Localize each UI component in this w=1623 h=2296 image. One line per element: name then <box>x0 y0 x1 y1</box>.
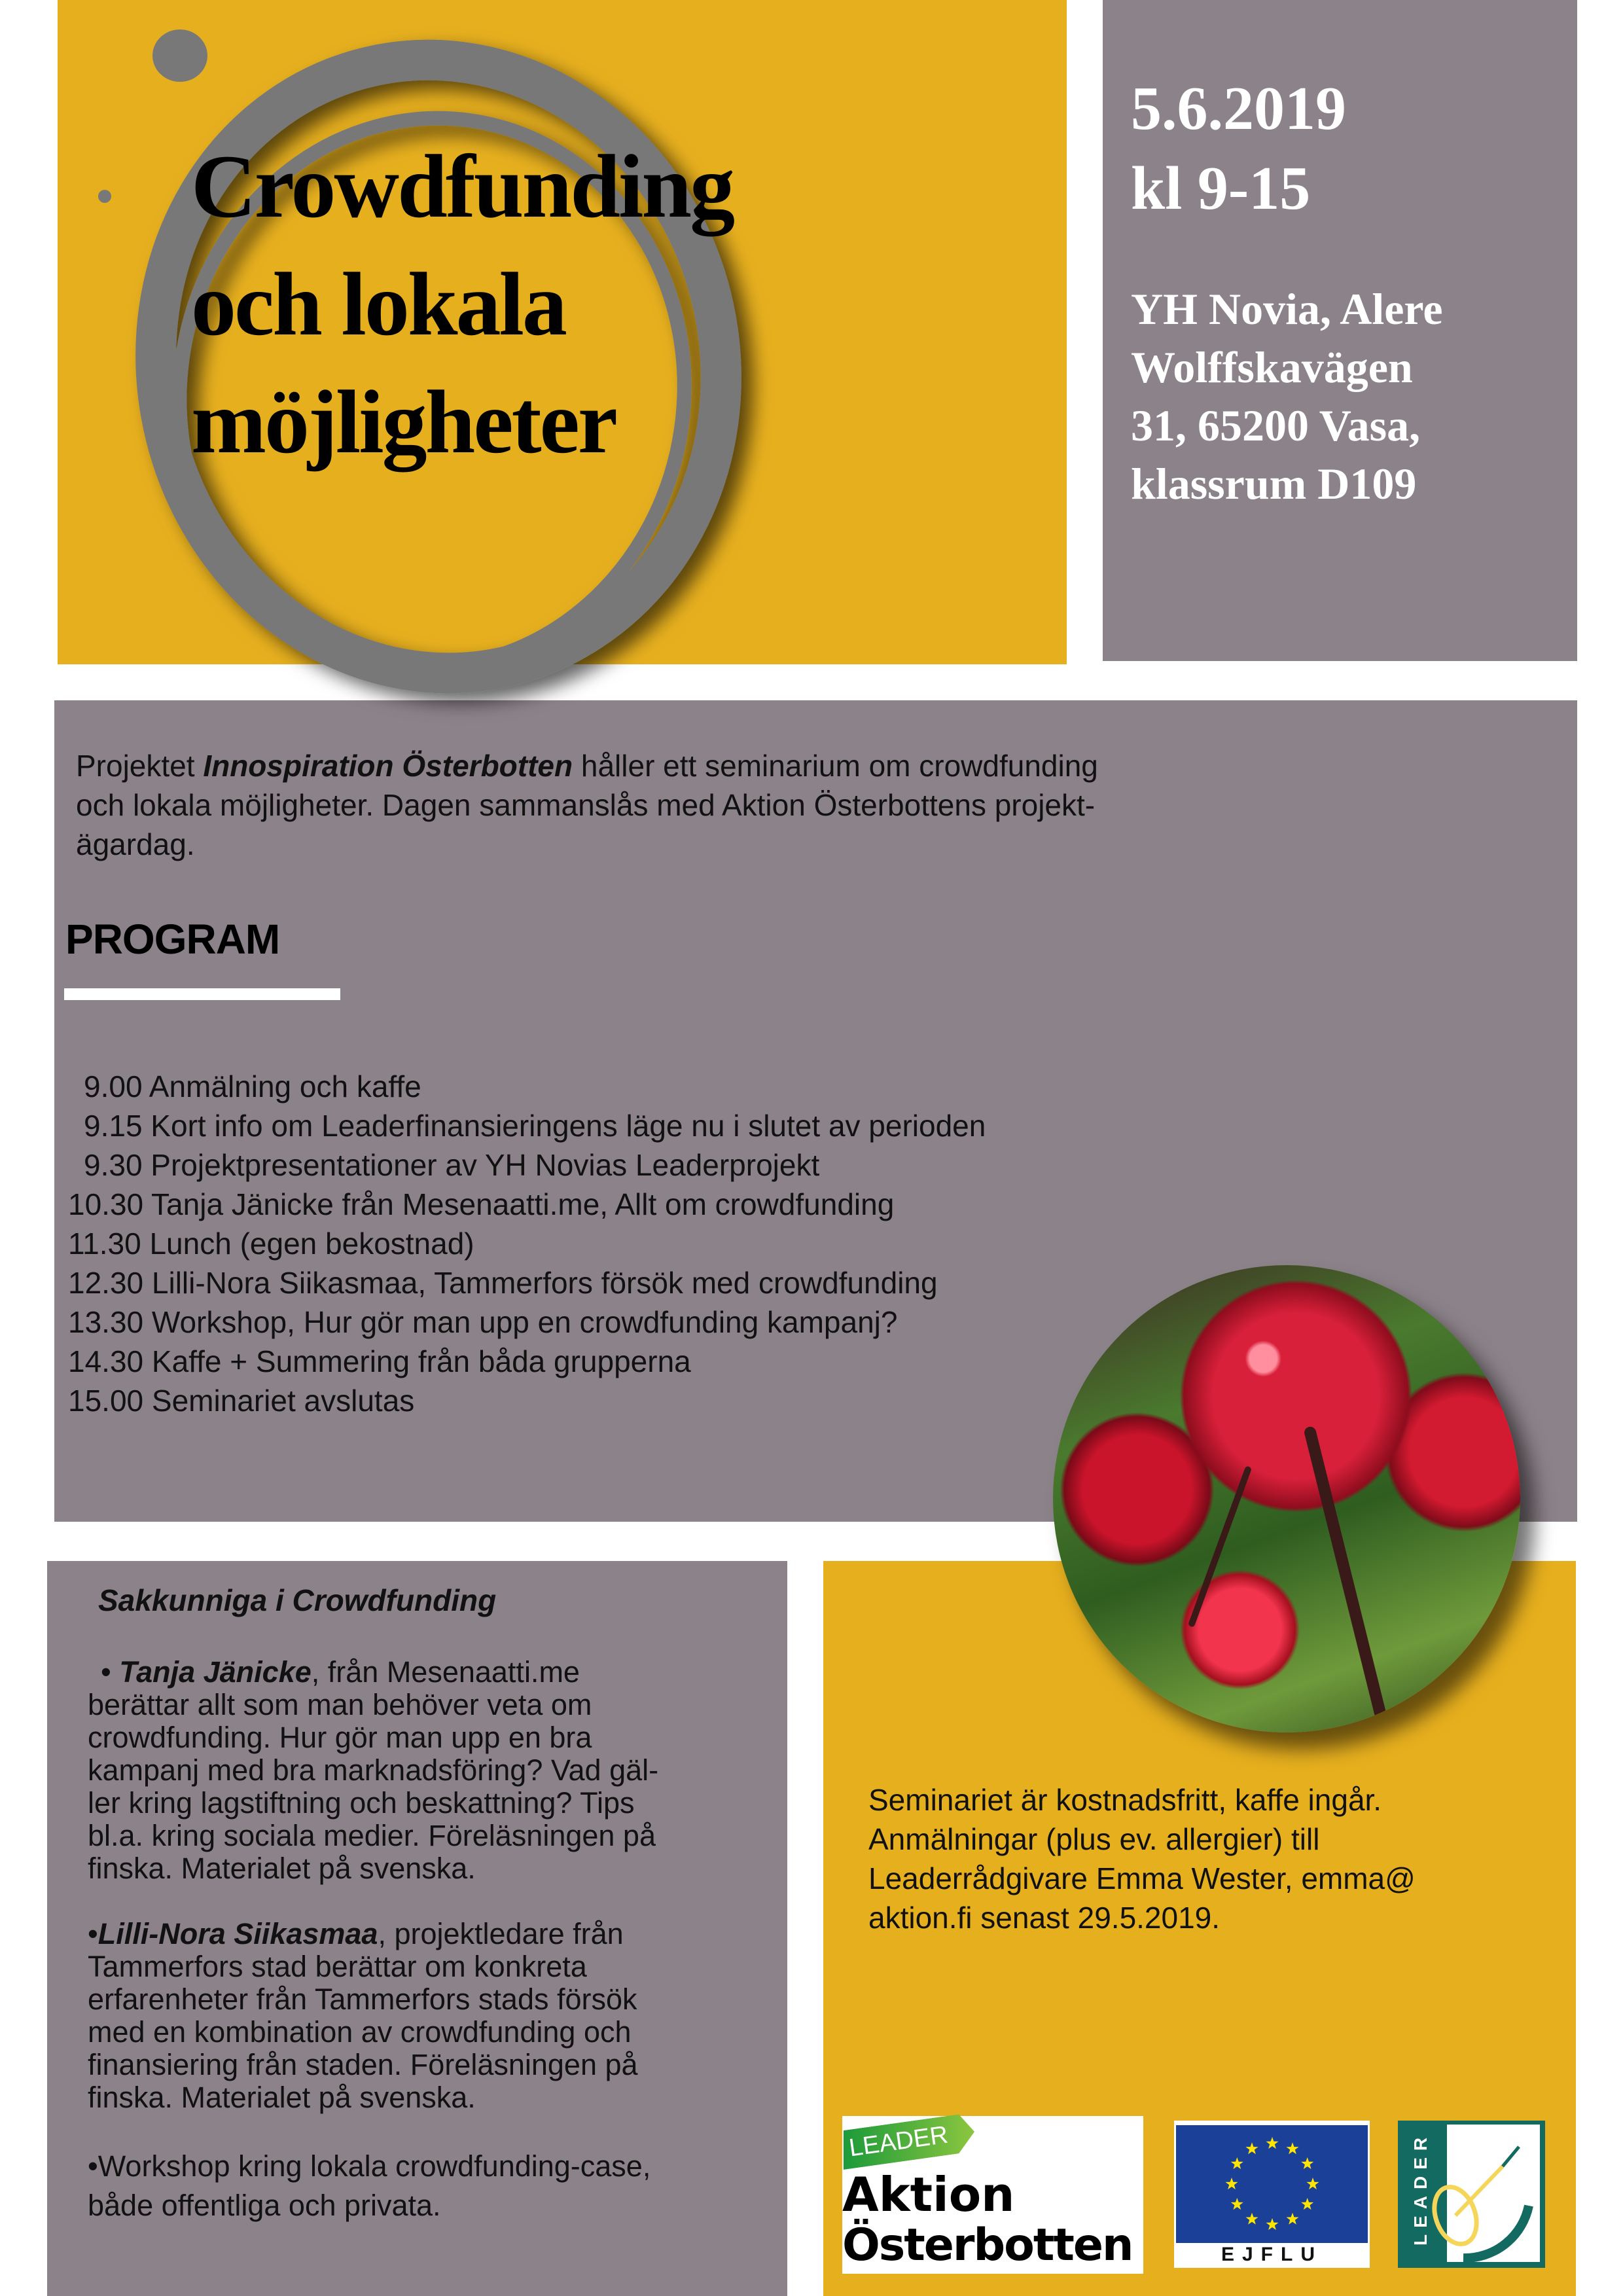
bullet: • <box>88 1917 98 1950</box>
address-line: 31, 65200 Vasa, <box>1131 401 1421 450</box>
address-line: YH Novia, Alere <box>1131 284 1443 334</box>
event-datetime <box>1131 69 1346 228</box>
program-item: 15.00 Seminariet avslutas <box>68 1384 415 1418</box>
expert-text: finska. Materialet på svenska. <box>88 1852 476 1885</box>
program-item: 10.30 Tanja Jänicke från Mesenaatti.me, Allt om crowdfunding <box>68 1187 895 1221</box>
expert-text: både offentliga och privata. <box>88 2189 441 2222</box>
address-line: Wolffskavägen <box>1131 342 1413 392</box>
expert-text: ler kring lagstiftning och beskattning? Tips <box>88 1786 635 1820</box>
expert-text: crowdfunding. Hur gör man upp en bra <box>88 1721 592 1754</box>
expert-text: finska. Materialet på svenska. <box>88 2081 476 2114</box>
experts-heading: Sakkunniga i Crowdfunding <box>98 1583 497 1617</box>
program-heading: PROGRAM <box>65 916 280 963</box>
logo-text: Aktion <box>842 2167 1015 2222</box>
title-line: Crowdfunding <box>191 136 734 236</box>
project-name: Innospiration Österbotten <box>203 749 573 783</box>
expert-text: kampanj med bra marknadsföring? Vad gäl- <box>88 1753 659 1787</box>
intro-text: ägardag. <box>76 827 195 861</box>
event-address <box>1131 280 1443 513</box>
expert-text: •Workshop kring lokala crowdfunding-case, <box>88 2149 651 2183</box>
workshop-note <box>88 2147 651 2225</box>
expert-text: berättar allt som man behöver veta om <box>88 1688 592 1721</box>
eu-fund-label: EJFLU <box>1221 2244 1323 2265</box>
expert-text: Tammerfors stad berättar om konkreta <box>88 1950 587 1983</box>
address-line: klassrum D109 <box>1131 459 1417 509</box>
expert-text: finansiering från staden. Föreläsningen på <box>88 2048 638 2081</box>
registration-text: aktion.fi senast 29.5.2019. <box>868 1901 1221 1935</box>
leader-logo <box>1398 2121 1545 2268</box>
logo-text: Österbotten <box>842 2219 1133 2271</box>
title-line: och lokala <box>191 254 565 354</box>
expert-text: med en kombination av crowdfunding och <box>88 2015 632 2049</box>
expert-name: Lilli-Nora Siikasmaa <box>98 1917 378 1950</box>
aktion-osterbotten-logo <box>842 2116 1143 2274</box>
leader-label: LEADER <box>1410 2130 1431 2246</box>
event-title <box>191 128 733 481</box>
intro-paragraph <box>76 746 1098 864</box>
expert-text: , projektledare från <box>378 1917 624 1950</box>
expert-text: bl.a. kring sociala medier. Föreläsningen på <box>88 1819 656 1852</box>
expert-text: erfarenheter från Tammerfors stads försök <box>88 1982 637 2016</box>
eu-flag-logo <box>1174 2121 1370 2268</box>
bullet: • <box>101 1655 120 1689</box>
title-line: möjligheter <box>191 372 616 472</box>
registration-text: Leaderrådgivare Emma Wester, emma@ <box>868 1861 1416 1895</box>
program-item: 9.00 Anmälning och kaffe <box>84 1069 421 1103</box>
heading-underline-divider <box>64 988 340 1000</box>
program-item: 12.30 Lilli-Nora Siikasmaa, Tammerfors försök med crowdfunding <box>68 1266 938 1300</box>
intro-text: och lokala möjligheter. Dagen sammanslås med Aktion Österbottens projekt- <box>76 788 1096 822</box>
registration-text: Seminariet är kostnadsfritt, kaffe ingår. <box>868 1783 1382 1817</box>
leader-badge-text: LEADER <box>847 2121 950 2162</box>
program-item: 9.30 Projektpresentationer av YH Novias Leaderprojekt <box>84 1148 820 1182</box>
expert-lilli-nora <box>88 1918 638 2114</box>
expert-text: , från Mesenaatti.me <box>311 1655 580 1689</box>
program-item: 11.30 Lunch (egen bekostnad) <box>68 1227 474 1261</box>
intro-text: Projektet <box>76 749 204 783</box>
event-time: kl 9-15 <box>1131 154 1311 223</box>
program-list <box>68 1067 986 1420</box>
expert-name: Tanja Jänicke <box>119 1655 312 1689</box>
program-item: 9.15 Kort info om Leaderfinansieringens läge nu i slutet av perioden <box>84 1109 986 1143</box>
registration-info <box>868 1780 1416 1937</box>
program-item: 14.30 Kaffe + Summering från båda grupperna <box>68 1344 691 1378</box>
event-date: 5.6.2019 <box>1131 75 1346 143</box>
program-item: 13.30 Workshop, Hur gör man upp en crowdfunding kampanj? <box>68 1305 898 1339</box>
intro-text: håller ett seminarium om crowdfunding <box>573 749 1098 783</box>
registration-text: Anmälningar (plus ev. allergier) till <box>868 1822 1320 1856</box>
cherries-photo <box>1053 1265 1520 1732</box>
expert-tanja <box>88 1656 658 1885</box>
